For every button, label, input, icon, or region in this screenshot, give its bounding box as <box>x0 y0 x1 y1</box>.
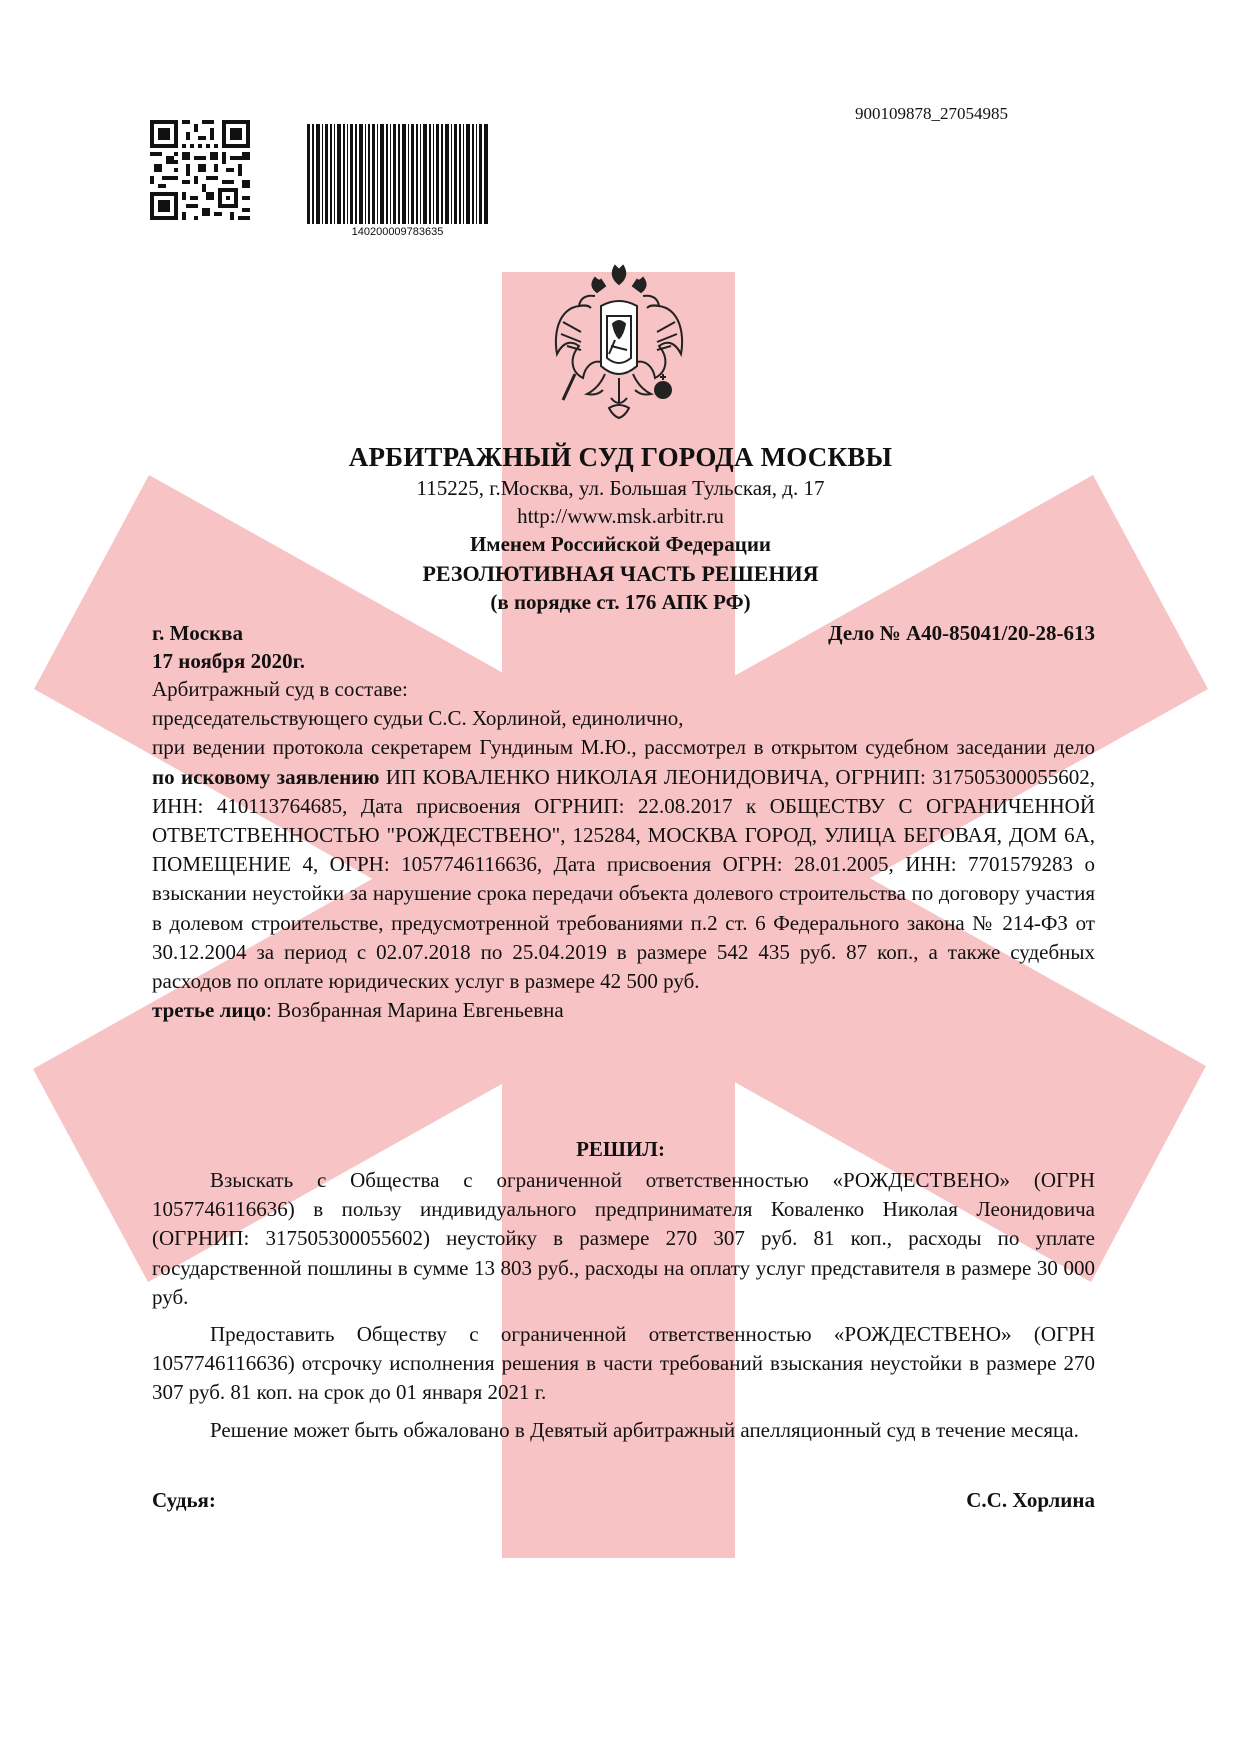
court-website: http://www.msk.arbitr.ru <box>517 504 724 528</box>
decision-paragraph: Решение может быть обжаловано в Девятый арбитражный апелляционный суд в течение месяца. <box>210 1417 1079 1442</box>
barcode <box>307 124 488 224</box>
judge-name: С.С. Хорлина <box>966 1488 1095 1512</box>
claim-paragraph <box>152 733 1095 996</box>
claim-start: при ведении протокола секретарем Гундиным М.Ю., рассмотрел в открытом судебном заседании дело <box>152 735 1095 760</box>
barcode-number: 14020000978363​5 <box>351 226 444 238</box>
judge-label: Судья: <box>152 1488 216 1512</box>
claim-rest: ИП КОВАЛЕНКО НИКОЛАЯ ЛЕОНИДОВИЧА, ОГРНИП: 317505300055602, ИНН: 410113764685, Дата присвоения ОГРНИП: 22.08.2017 к ОБЩЕСТВУ С ОГРАНИЧЕННОЙ ОТВЕТСТВЕННОСТЬЮ "РОЖДЕСТВЕНО", 125284, МОСКВА ГОРОД, УЛИЦА БЕГОВАЯ, ДОМ 6А, ПОМЕЩЕНИЕ 4, ОГРН: 1057746116636, Дата присвоения ОГРН: 28.01.2005, ИНН: 7701579283 о взыскании неустойки за нарушение срока передачи объекта долевого строительства по договору участия в долевом строительстве, предусмотренной требованиями п.2 ст. 6 Федерального закона № 214-ФЗ от 30.12.2004 за период с 02.07.2018 по 25.04.2019 в размере 542 435 руб. 87 коп., а также судебных расходов по оплате юридических услуг в размере 42 500 руб. <box>152 764 1095 994</box>
decision-heading: РЕШИЛ: <box>576 1137 665 1161</box>
document-title: РЕЗОЛЮТИВНАЯ ЧАСТЬ РЕШЕНИЯ <box>422 561 819 586</box>
coat-of-arms-icon <box>549 262 689 424</box>
third-party-label: третье лицо <box>152 998 267 1023</box>
third-party-value: : Возбранная Марина Евгеньевна <box>266 998 564 1023</box>
intro-line-2: председательствующего судьи С.С. Хорлиной, единолично, <box>152 706 684 731</box>
city: г. Москва <box>152 621 243 645</box>
court-address: 115225, г.Москва, ул. Большая Тульская, д. 17 <box>416 476 825 500</box>
claim-bold: по исковому заявлению <box>152 764 380 789</box>
decision-paragraph: Предоставить Обществу с ограниченной ответственностью «РОЖДЕСТВЕНО» (ОГРН 1057746116636) отсрочку исполнения решения в части требований взыскания неустойки в размере 270 307 руб. 81 коп. на срок до 01 января 2021 г. <box>152 1322 1095 1405</box>
qr-code <box>150 120 250 220</box>
decision-paragraph: Взыскать с Общества с ограниченной ответственностью «РОЖДЕСТВЕНО» (ОГРН 1057746116636) в пользу индивидуального предпринимателя Коваленко Николая Леонидовича (ОГРНИП: 317505300055602) неустойку в размере 270 307 руб. 81 коп., расходы по уплате государственной пошлины в сумме 13 803 руб., расходы на оплату услуг представителя в размере 30 000 руб. <box>152 1168 1095 1309</box>
document-subtitle: (в порядке ст. 176 АПК РФ) <box>490 590 751 614</box>
intro-line-1: Арбитражный суд в составе: <box>152 677 408 701</box>
case-number: Дело № А40-85041/20-28-613 <box>828 621 1095 645</box>
in-name-of: Именем Российской Федерации <box>469 532 772 556</box>
third-party <box>152 996 1095 1025</box>
case-description <box>152 675 1095 1025</box>
document-id: 900109878_27054985 <box>855 104 1008 123</box>
court-name: АРБИТРАЖНЫЙ СУД ГОРОДА МОСКВЫ <box>348 442 893 472</box>
decision-body <box>152 1166 1095 1453</box>
decision-date: 17 ноября 2020г. <box>152 649 306 673</box>
